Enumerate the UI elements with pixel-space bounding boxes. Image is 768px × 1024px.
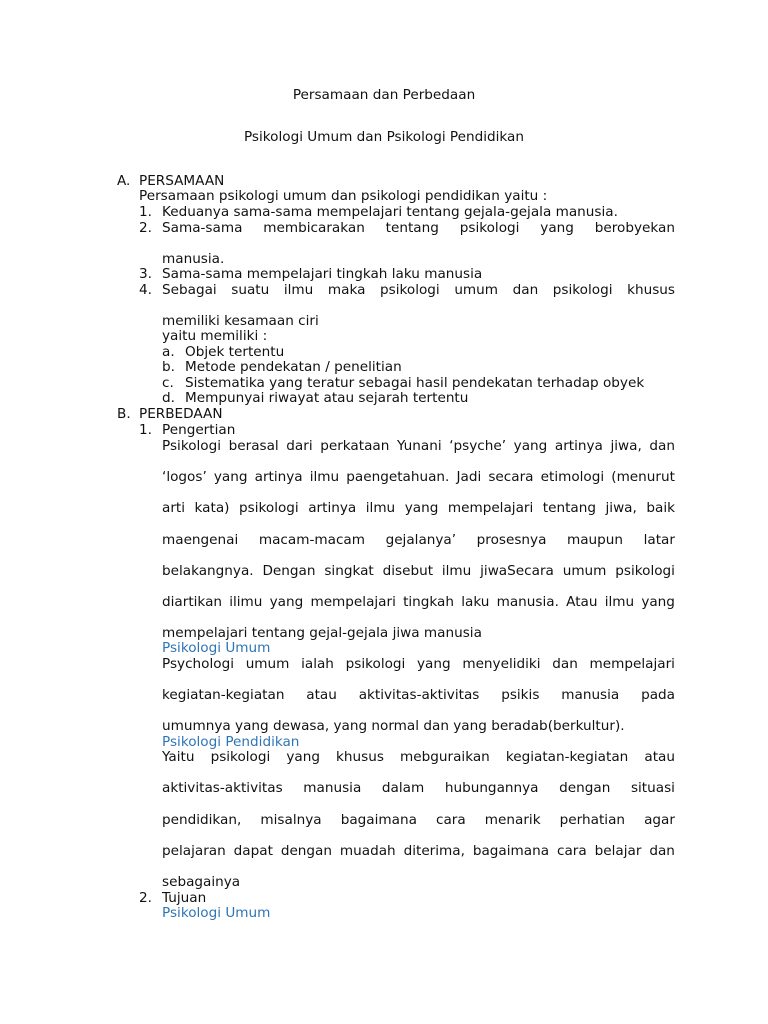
- sublist-letter: b.: [162, 359, 175, 375]
- list-item-label: Tujuan: [162, 890, 207, 906]
- subheading-psikologi-umum: Psikologi Umum: [162, 640, 271, 656]
- list-number: 3.: [139, 266, 152, 282]
- list-item-justified: Sama-sama membicarakan tentang psikologi yang berobyekan: [162, 220, 675, 236]
- paragraph-line-last: sebagainya: [162, 874, 241, 890]
- list-number: 4.: [139, 282, 152, 298]
- paragraph-line-last: umumnya yang dewasa, yang normal dan yang beradab(berkultur).: [162, 718, 625, 734]
- list-item: Sama-sama mempelajari tingkah laku manusia: [162, 266, 483, 282]
- paragraph-line: kegiatan-kegiatan atau aktivitas-aktivitas psikis manusia pada: [162, 687, 675, 703]
- sublist-item: Mempunyai riwayat atau sejarah tertentu: [185, 390, 469, 406]
- list-item-justified: Sebagai suatu ilmu maka psikologi umum dan psikologi khusus: [162, 282, 675, 298]
- list-item: Keduanya sama-sama mempelajari tentang gejala-gejala manusia.: [162, 204, 618, 220]
- section-b-marker: B.: [117, 406, 131, 422]
- section-a-heading: PERSAMAAN: [139, 173, 225, 189]
- section-a-intro: Persamaan psikologi umum dan psikologi pendidikan yaitu :: [139, 188, 548, 204]
- section-b-heading: PERBEDAAN: [139, 406, 223, 422]
- paragraph-line: arti kata) psikologi artinya ilmu yang mempelajari tentang jiwa, baik: [162, 500, 675, 516]
- list-number: 2.: [139, 890, 152, 906]
- paragraph-line: maengenai macam-macam gejalanya’ prosesnya maupun latar: [162, 532, 675, 548]
- paragraph-line: pendidikan, misalnya bagaimana cara menarik perhatian agar: [162, 812, 675, 828]
- list-item-continuation: yaitu memiliki :: [162, 328, 268, 344]
- document-subtitle: Psikologi Umum dan Psikologi Pendidikan: [243, 129, 525, 145]
- list-number: 1.: [139, 204, 152, 220]
- subheading-psikologi-umum: Psikologi Umum: [162, 905, 271, 921]
- paragraph-line: Psikologi berasal dari perkataan Yunani ‘psyche’ yang artinya jiwa, dan: [162, 438, 675, 454]
- sublist-letter: a.: [162, 344, 175, 360]
- paragraph-line: pelajaran dapat dengan muadah diterima, bagaimana cara belajar dan: [162, 843, 675, 859]
- document-title: Persamaan dan Perbedaan: [292, 87, 476, 103]
- section-a-marker: A.: [117, 173, 131, 189]
- paragraph-line-last: mempelajari tentang gejal-gejala jiwa manusia: [162, 625, 482, 641]
- paragraph-line: aktivitas-aktivitas manusia dalam hubungannya dengan situasi: [162, 780, 675, 796]
- list-number: 1.: [139, 422, 152, 438]
- paragraph-line: Psychologi umum ialah psikologi yang menyelidiki dan mempelajari: [162, 656, 675, 672]
- paragraph-line: ‘logos’ yang artinya ilmu paengetahuan. Jadi secara etimologi (menurut: [162, 469, 675, 485]
- sublist-item: Metode pendekatan / penelitian: [185, 359, 402, 375]
- paragraph-line: belakangnya. Dengan singkat disebut ilmu jiwaSecara umum psikologi: [162, 563, 675, 579]
- list-item-continuation: manusia.: [162, 251, 225, 267]
- list-item-continuation: memiliki kesamaan ciri: [162, 313, 319, 329]
- sublist-item: Objek tertentu: [185, 344, 285, 360]
- sublist-letter: c.: [162, 375, 174, 391]
- paragraph-line: Yaitu psikologi yang khusus mebguraikan kegiatan-kegiatan atau: [162, 749, 675, 765]
- paragraph-line: diartikan ilimu yang mempelajari tingkah laku manusia. Atau ilmu yang: [162, 594, 675, 610]
- list-number: 2.: [139, 220, 152, 236]
- subheading-psikologi-pendidikan: Psikologi Pendidikan: [162, 734, 300, 750]
- list-item-label: Pengertian: [162, 422, 236, 438]
- sublist-letter: d.: [162, 390, 175, 406]
- sublist-item: Sistematika yang teratur sebagai hasil pendekatan terhadap obyek: [185, 375, 645, 391]
